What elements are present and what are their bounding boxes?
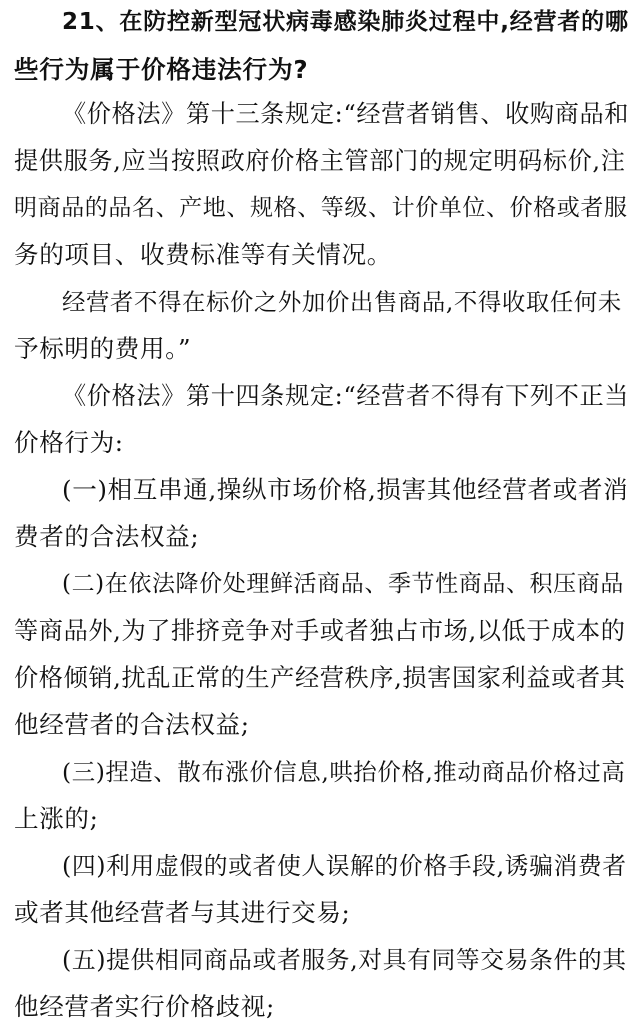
article13-cont-line-1: 经营者不得在标价之外加价出售商品,不得收取任何未: [62, 288, 622, 316]
item1-line-1: (一)相互串通,操纵市场价格,损害其他经营者或者消: [62, 475, 629, 504]
article13-line-2: 提供服务,应当按照政府价格主管部门的规定明码标价,注: [14, 147, 626, 175]
item1-line-2: 费者的合法权益;: [14, 522, 200, 551]
item5-line-2: 他经营者实行价格歧视;: [14, 992, 275, 1021]
item2-line-2: 等商品外,为了排挤竞争对手或者独占市场,以低于成本的: [14, 617, 626, 645]
article13-cont-line-2: 予标明的费用。”: [14, 334, 192, 363]
item5-line-1: (五)提供相同商品或者服务,对具有同等交易条件的其: [62, 946, 627, 974]
item2-line-1: (二)在依法降价处理鲜活商品、季节性商品、积压商品: [62, 571, 624, 597]
question-title-line-2: 些行为属于价格违法行为?: [14, 55, 309, 84]
article13-line-3: 明商品的品名、产地、规格、等级、计价单位、价格或者服: [14, 195, 628, 221]
question-title-line-1: 21、在防控新型冠状病毒感染肺炎过程中,经营者的哪: [62, 9, 629, 35]
article14-line-2: 价格行为:: [14, 428, 124, 457]
article14-line-1: 《价格法》第十四条规定:“经营者不得有下列不正当: [62, 382, 630, 410]
item4-line-2: 或者其他经营者与其进行交易;: [14, 898, 351, 927]
item3-line-1: (三)捏造、散布涨价信息,哄抬价格,推动商品价格过高: [62, 758, 626, 786]
item3-line-2: 上涨的;: [14, 804, 99, 833]
article13-line-4: 务的项目、收费标准等有关情况。: [14, 240, 392, 269]
item2-line-4: 他经营者的合法权益;: [14, 710, 250, 739]
item4-line-1: (四)利用虚假的或者使人误解的价格手段,诱骗消费者: [62, 852, 627, 880]
item2-line-3: 价格倾销,扰乱正常的生产经营秩序,损害国家利益或者其: [14, 664, 626, 692]
article13-line-1: 《价格法》第十三条规定:“经营者销售、收购商品和: [62, 100, 630, 128]
